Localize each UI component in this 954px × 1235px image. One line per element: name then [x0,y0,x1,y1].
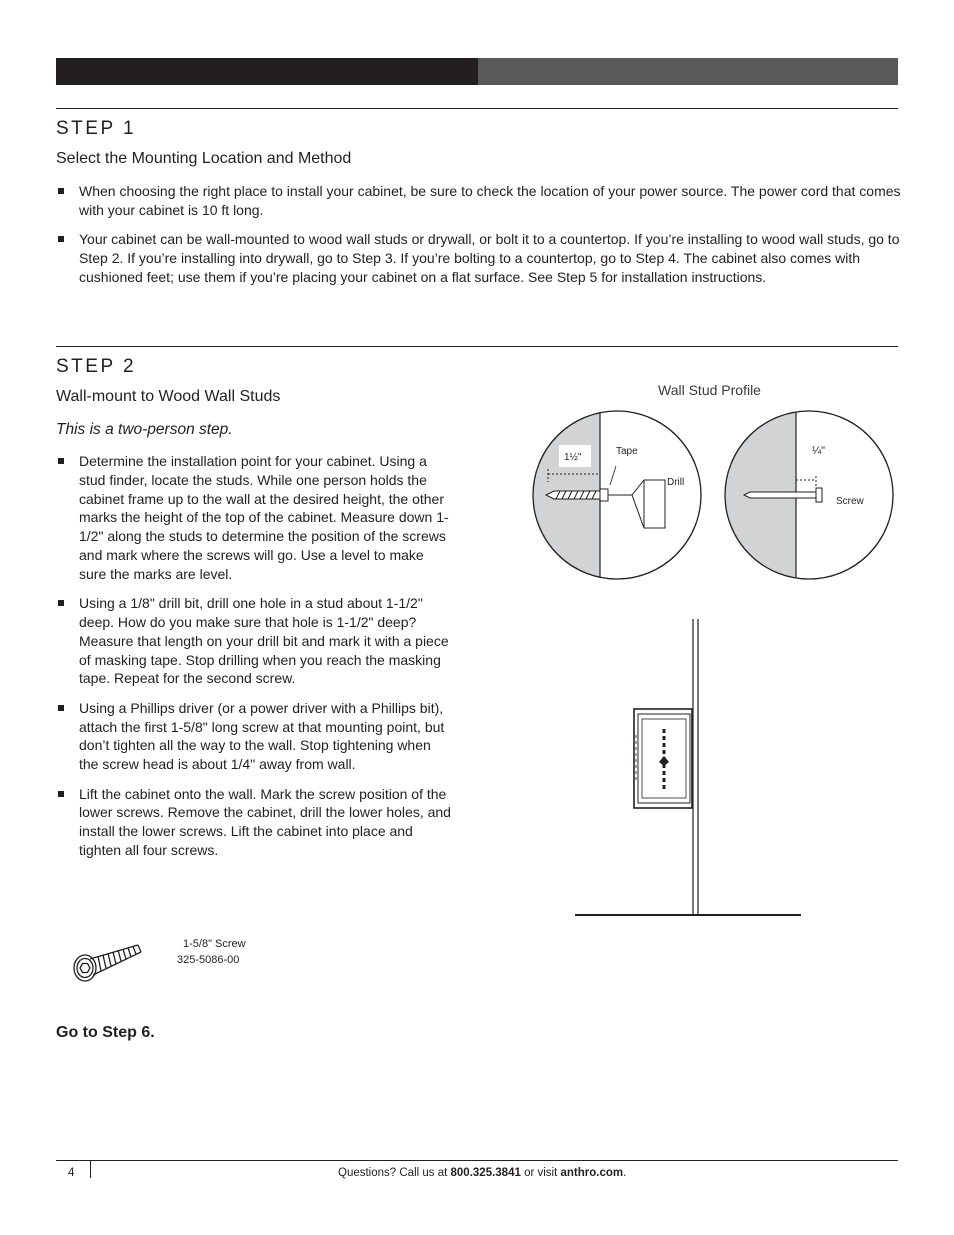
step2-heading: Wall-mount to Wood Wall Studs [56,388,281,405]
step2-bullet: Using a Phillips driver (or a power driver with a Phillips bit), attach the first 1-5/8" long screw at that mounting point, but don’t tighten all the way to the wall. Stop tightening when the screw head is about 1/4" away from wall. [56,699,452,774]
page-number: 4 [68,1167,75,1179]
goto-step: Go to Step 6. [56,1024,155,1041]
drill-label: Drill [667,477,685,488]
footer-text-suffix: . [623,1167,627,1179]
step2-title: STEP 2 [56,356,137,377]
screw-label: 1-5/8" Screw [183,938,246,950]
step2-bullet: Using a 1/8" drill bit, drill one hole in a stud about 1-1/2" deep. How do you make sure that hole is 1-1/2" deep? Measure that length on your drill bit and mark it with a piece of masking tape. Stop drilling when you reach the masking tape. Repeat for the second screw. [56,594,452,688]
footer-page-separator [90,1160,91,1178]
step1-heading: Select the Mounting Location and Method [56,150,352,167]
step1-bullet-list [56,182,901,297]
gap-dimension-label: ¼" [812,445,826,457]
footer-contact [338,1167,626,1179]
screw-part-number: 325-5086-00 [177,954,240,966]
step2-divider [56,346,898,347]
wall-stud-profile-diagram [532,408,902,588]
step2-note: This is a two-person step. [56,421,233,438]
cabinet-wall-illustration [570,615,810,920]
screw-diagram-label: Screw [836,496,864,507]
figure-caption: Wall Stud Profile [658,382,761,398]
footer-phone: 800.325.3841 [450,1167,521,1179]
step1-bullet: When choosing the right place to install your cabinet, be sure to check the location of your power source. The power cord that comes with your cabinet is 10 ft long. [56,182,901,220]
depth-dimension-label: 1½" [564,452,582,463]
step1-bullet: Your cabinet can be wall-mounted to wood wall studs or drywall, or bolt it to a countertop. If you’re installing to wood wall studs, go to Step 2. If you’re installing into drywall, go to Step 3. If you’re bolting to a countertop, go to Step 4. The cabinet also comes with cushioned feet; use them if you’re placing your cabinet on a flat surface. See Step 5 for installation instructions. [56,230,901,286]
footer-text-middle: or visit [520,1167,561,1179]
step1-divider [56,108,898,109]
tape-label: Tape [616,446,638,457]
step2-bullet: Lift the cabinet onto the wall. Mark the screw position of the lower screws. Remove the cabinet, drill the lower holes, and install the lower screws. Lift the cabinet into place and tighten all four screws. [56,785,452,860]
step1-title: STEP 1 [56,118,137,139]
screw-illustration [68,938,148,988]
step2-bullet-list [56,452,452,870]
header-bar-gray [478,58,898,85]
footer-website-link[interactable]: anthro.com [560,1167,624,1179]
step2-bullet: Determine the installation point for your cabinet. Using a stud finder, locate the studs. While one person holds the cabinet frame up to the wall at the desired height, the other marks the height of the top of the cabinet. Measure down 1-1/2" along the studs to determine the position of the screws and mark where the screws will go. Use a level to make sure the marks are level. [56,452,452,584]
footer-divider [56,1160,898,1161]
footer-text-prefix: Questions? Call us at [338,1167,451,1179]
header-bar-dark [56,58,478,85]
